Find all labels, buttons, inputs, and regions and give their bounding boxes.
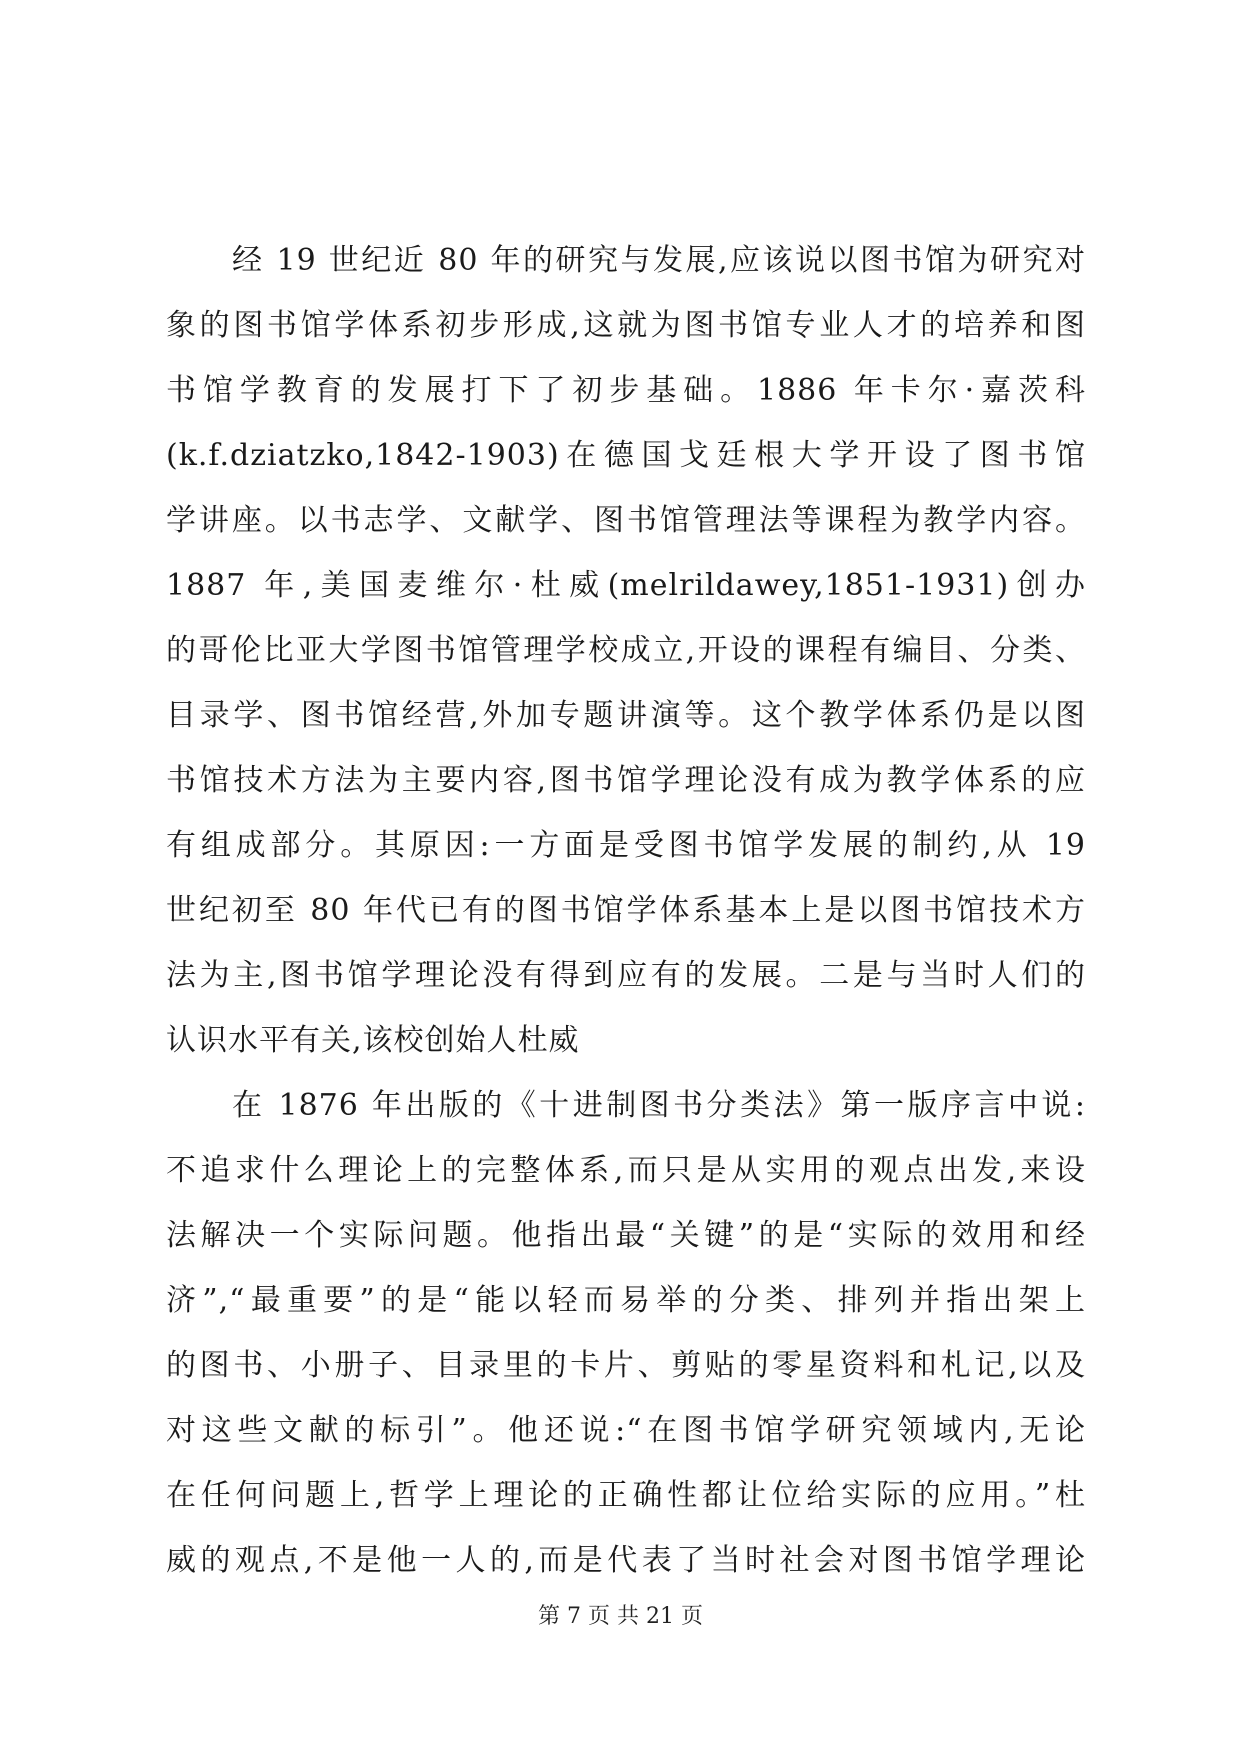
text-line: 世纪初至 80 年代已有的图书馆学体系基本上是以图书馆技术方 <box>166 893 1086 928</box>
text-line: 法为主,图书馆学理论没有得到应有的发展。二是与当时人们的 <box>166 958 1086 993</box>
text-line: 在 1876 年出版的《十进制图书分类法》第一版序言中说: <box>232 1088 1086 1123</box>
text-line: 威的观点,不是他一人的,而是代表了当时社会对图书馆学理论 <box>166 1543 1086 1578</box>
paragraph-1 <box>166 228 1086 1073</box>
text-line: 学讲座。以书志学、文献学、图书馆管理法等课程为教学内容。 <box>166 503 1086 538</box>
text-line: 的哥伦比亚大学图书馆管理学校成立,开设的课程有编目、分类、 <box>166 633 1086 668</box>
text-line: 书馆学教育的发展打下了初步基础。1886 年卡尔·嘉茨科 <box>166 373 1086 408</box>
page-number-footer: 第 7 页 共 21 页 <box>538 1604 703 1629</box>
text-line: 法解决一个实际问题。他指出最“关键”的是“实际的效用和经 <box>166 1218 1086 1253</box>
text-line: 济”,“最重要”的是“能以轻而易举的分类、排列并指出架上 <box>166 1283 1086 1318</box>
text-line: 认识水平有关,该校创始人杜威 <box>166 1023 580 1058</box>
text-line: 的图书、小册子、目录里的卡片、剪贴的零星资料和札记,以及 <box>166 1348 1086 1383</box>
text-line: 在任何问题上,哲学上理论的正确性都让位给实际的应用。”杜 <box>166 1478 1086 1513</box>
text-line: (k.f.dziatzko,1842-1903)在德国戈廷根大学开设了图书馆 <box>166 438 1086 473</box>
text-line: 对这些文献的标引”。他还说:“在图书馆学研究领域内,无论 <box>166 1413 1086 1448</box>
text-line: 1887 年,美国麦维尔·杜威(melrildawey,1851-1931)创办 <box>166 568 1086 603</box>
text-line: 有组成部分。其原因:一方面是受图书馆学发展的制约,从 19 <box>166 828 1086 863</box>
text-line: 经 19 世纪近 80 年的研究与发展,应该说以图书馆为研究对 <box>232 243 1086 278</box>
text-line: 书馆技术方法为主要内容,图书馆学理论没有成为教学体系的应 <box>166 763 1086 798</box>
body-text <box>166 228 1086 1593</box>
text-line: 不追求什么理论上的完整体系,而只是从实用的观点出发,来设 <box>166 1153 1086 1188</box>
text-line: 目录学、图书馆经营,外加专题讲演等。这个教学体系仍是以图 <box>166 698 1086 733</box>
text-line: 象的图书馆学体系初步形成,这就为图书馆专业人才的培养和图 <box>166 308 1086 343</box>
paragraph-2 <box>166 1073 1086 1593</box>
